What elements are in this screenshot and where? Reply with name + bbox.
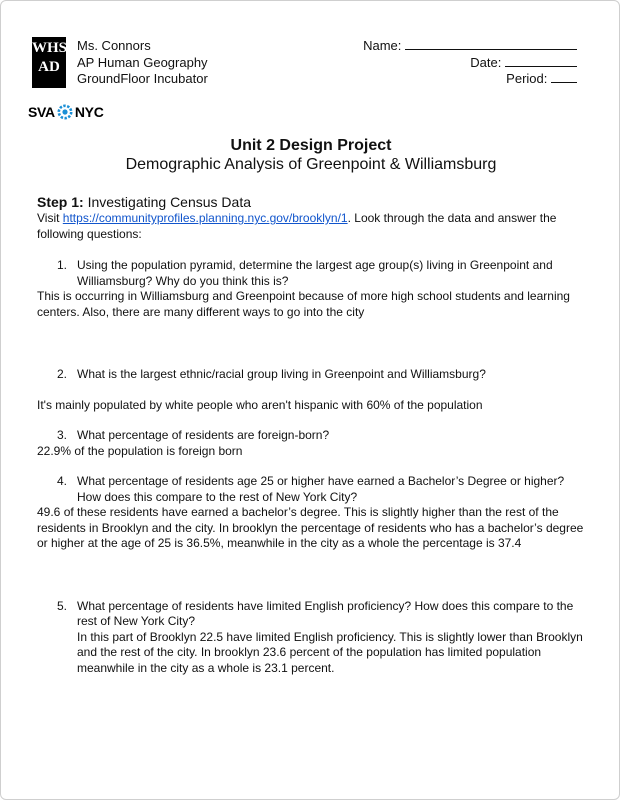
date-blank[interactable] bbox=[505, 55, 577, 67]
question-number: 3. bbox=[57, 428, 68, 442]
document-body bbox=[37, 194, 587, 676]
question-text: What percentage of residents age 25 or higher have earned a Bachelor’s Degree or higher? How does this compare to the rest of New York City? bbox=[77, 474, 565, 504]
question-number: 4. bbox=[57, 474, 68, 488]
answer-1: This is occurring in Williamsburg and Greenpoint because of more high school students and learning centers. Also, there are many different ways to go into the city bbox=[37, 289, 570, 319]
answer-3: 22.9% of the population is foreign born bbox=[37, 443, 243, 458]
question-text: What percentage of residents are foreign-born? bbox=[77, 428, 330, 442]
page-title: Unit 2 Design Project bbox=[230, 137, 392, 154]
teacher-name: Ms. Connors bbox=[77, 38, 151, 53]
date-label: Date: bbox=[470, 54, 502, 70]
course-name: AP Human Geography bbox=[77, 54, 208, 70]
answer-2: It's mainly populated by white people who aren't hispanic with 60% of the population bbox=[37, 397, 483, 412]
sva-nyc-logo bbox=[28, 102, 104, 122]
step-text: Investigating Census Data bbox=[83, 194, 252, 210]
census-link[interactable]: https://communityprofiles.planning.nyc.gov/brooklyn/1 bbox=[62, 211, 348, 225]
question-2 bbox=[37, 367, 587, 383]
question-number: 5. bbox=[57, 598, 68, 613]
intro-suffix: . Look through the data and answer the following questions: bbox=[37, 211, 557, 241]
name-label: Name: bbox=[363, 38, 402, 53]
step-label: Step 1: bbox=[37, 194, 84, 210]
question-4 bbox=[37, 474, 587, 505]
question-5 bbox=[37, 599, 587, 630]
step-heading bbox=[37, 194, 587, 211]
page-subtitle: Demographic Analysis of Greenpoint & Williamsburg bbox=[125, 156, 497, 173]
nyc-text: NYC bbox=[74, 104, 104, 120]
name-blank[interactable] bbox=[405, 38, 577, 50]
answer-5: In this part of Brooklyn 22.5 have limited English proficiency. This is slightly lower than Brooklyn and the rest of the city. In brooklyn 23.6 percent of the population has limited population meanwhile in the city as a whole is 23.1 percent. bbox=[77, 629, 583, 675]
whs-ad-logo bbox=[32, 37, 66, 88]
question-number: 2. bbox=[57, 367, 68, 381]
logo-text-top: WHS bbox=[32, 40, 68, 56]
answer-4: 49.6 of these residents have earned a bachelor’s degree. This is slightly higher than the rest of the residents in Brooklyn and the city. In brooklyn the percentage of residents who has a bachelor’s degree or higher at the age of 25 is 36.5%, meanwhile in the city as a whole the percentage is 37.4 bbox=[37, 505, 584, 550]
question-1 bbox=[37, 258, 587, 289]
question-text: Using the population pyramid, determine the largest age group(s) living in Greenpoint and Williamsburg? Why do you think this is? bbox=[77, 258, 553, 288]
question-3 bbox=[37, 428, 587, 444]
gear-icon bbox=[57, 104, 73, 120]
logo-text-bottom: AD bbox=[38, 59, 60, 75]
intro-text bbox=[37, 211, 587, 242]
question-number: 1. bbox=[57, 258, 68, 272]
sva-text: SVA bbox=[28, 104, 55, 120]
period-line bbox=[363, 71, 577, 88]
period-blank[interactable] bbox=[551, 71, 577, 83]
program-name: GroundFloor Incubator bbox=[77, 71, 208, 86]
name-line bbox=[363, 38, 577, 55]
header-left bbox=[77, 38, 208, 88]
date-line bbox=[363, 55, 577, 72]
header-right bbox=[363, 38, 577, 88]
question-text: What is the largest ethnic/racial group living in Greenpoint and Williamsburg? bbox=[77, 367, 486, 381]
intro-prefix: Visit bbox=[37, 211, 63, 225]
question-text: What percentage of residents have limited English proficiency? How does this compare to the rest of New York City? bbox=[77, 598, 574, 628]
period-label: Period: bbox=[506, 71, 548, 86]
